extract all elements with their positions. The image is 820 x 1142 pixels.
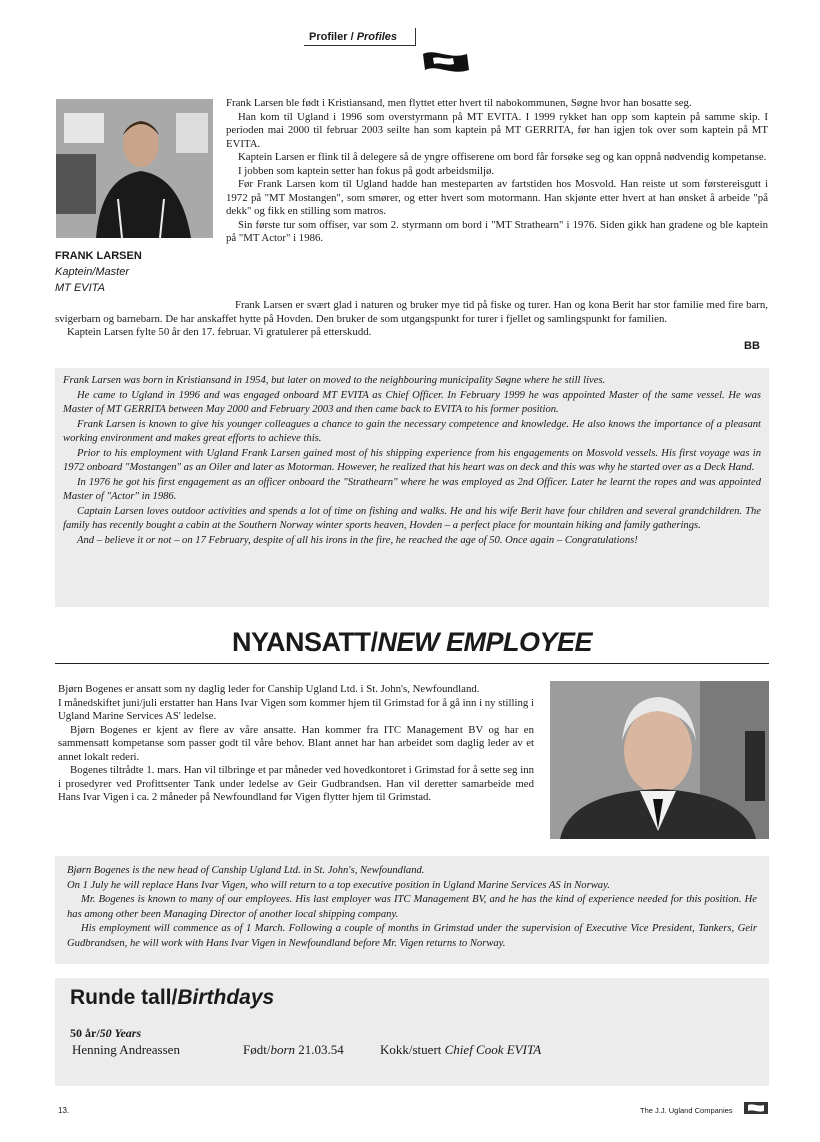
paragraph: Bjørn Bogenes is the new head of Canship Ugland Ltd. in St. John's, Newfoundland. — [67, 865, 425, 876]
paragraph: Mr. Bogenes is known to many of our employees. His last employer was ITC Management BV, and he has the kind of experience needed for this position. He has among other been Managing Director of another local shipping company. — [67, 894, 757, 920]
paragraph: Bjørn Bogenes er kjent av flere av våre ansatte. Han kommer fra ITC Management BV og har en sammensatt kompetanse som passer godt til våre behov. Blant annet har han arbeidet som daglig leder av et annet lokalt rederi. — [58, 723, 534, 763]
paragraph: Frank Larsen er svært glad i naturen og bruker mye tid på fiske og turer. Han og kona Berit har stor familie med fire barn, svigerbarn og barnebarn. De har anskaffet hytte på Hovden. Den bruker de som utgangspunkt for turer i fjellet og samlingspunkt for familien. — [55, 299, 768, 325]
section-header — [304, 28, 416, 46]
paragraph: Sin første tur som offiser, var som 2. styrmann om bord i "MT Strathearn" i 1976. Siden gikk han gradene og ble kaptein på "MT Actor" i 1986. — [226, 218, 768, 244]
flag-logo-icon — [415, 46, 475, 76]
paragraph: I jobben som kaptein setter han fokus på godt arbeidsmiljø. — [238, 164, 495, 177]
bjorn-english-box — [55, 856, 769, 964]
paragraph: Frank Larsen is known to give his younger colleagues a chance to gain the necessary competence and knowledge. He also knows the importance of a pleasant working environment and makes great efforts to achieve this. — [63, 418, 761, 444]
frank-caption — [55, 248, 205, 296]
paragraph: I månedskiftet juni/juli erstatter han Hans Ivar Vigen som kommer hjem til Grimstad for å gå inn i ny stilling i Ugland Marine Services AS' ledelse. — [58, 696, 534, 722]
caption-role: Kaptein/Master — [55, 266, 129, 278]
birthday-position: Kokk/stuert Chief Cook EVITA — [380, 1042, 542, 1057]
frank-english-box — [55, 368, 769, 607]
author-signature: BB — [744, 340, 760, 352]
birthdays-box — [55, 978, 769, 1086]
birthday-date: Født/born 21.03.54 — [243, 1042, 344, 1057]
paragraph: Kaptein Larsen er flink til å delegere så de yngre offiserene om bord får forsøke seg og kan oppnå nødvendig kompetanse. — [238, 151, 767, 163]
company-flag-icon — [744, 1102, 768, 1114]
headline-no: NYANSATT/ — [231, 627, 378, 657]
frank-norwegian-text-full — [55, 299, 768, 340]
caption-name: FRANK LARSEN — [55, 250, 142, 262]
paragraph: On 1 July he will replace Hans Ivar Vigen, who will return to a top executive position in Ugland Marine Services AS in Norway. — [67, 879, 610, 891]
page-number: 13. — [58, 1106, 70, 1115]
paragraph: Kaptein Larsen fylte 50 år den 17. februar. Vi gratulerer på etterskudd. — [67, 326, 372, 338]
paragraph: He came to Ugland in 1996 and was engaged onboard MT EVITA as Chief Officer. In February 1999 he was appointed Master of the same vessel. He was Master of MT GERRITA between May 2000 and February 2003 and then came back to EVITA to his former position. — [63, 389, 761, 415]
birthday-name: Henning Andreassen — [72, 1042, 180, 1057]
paragraph: And – believe it or not – on 17 February, despite of all his irons in the fire, he reached the age of 50. Once again – Congratulations! — [77, 534, 638, 546]
caption-vessel: MT EVITA — [55, 282, 105, 294]
paragraph: Han kom til Ugland i 1996 som overstyrmann på MT EVITA. I 1999 rykket han opp som kaptein på samme skip. I perioden mai 2000 til februar 2003 seilte han som kaptein på MT GERRITA, før han igjen tok over som kaptein på MT EVITA. — [226, 110, 768, 150]
birthday-category: 50 år/50 Years — [70, 1026, 142, 1040]
paragraph: Før Frank Larsen kom til Ugland hadde han mesteparten av fartstiden hos Mosvold. Han reiste ut som førstereisgutt i 1972 på "MT Mostangen", som smører, og etter hvert som motormann. Han skjønte etter hvert at han ønsket å arbeide "på dekk" og fikk en stilling som matros. — [226, 178, 768, 217]
paragraph: Bogenes tiltrådte 1. mars. Han vil tilbringe et par måneder ved hovedkontoret i Grimstad for å sette seg inn i prosedyrer ved Profittsenter Tank under ledelse av Geir Gudbrandsen. Han vil deretter samarbeide med Hans Ivar Vigen i ca. 2 måneder på Newfoundland før Vigen flytter hjem til Grimstad. — [58, 764, 534, 803]
paragraph: In 1976 he got his first engagement as an officer onboard the "Strathearn" where he was employed as 2nd Officer. Later he learnt the ropes and was appointed Master of "Actor" in 1986. — [63, 476, 761, 502]
paragraph: Bjørn Bogenes er ansatt som ny daglig leder for Canship Ugland Ltd. i St. John's, Newfoundland. — [58, 683, 480, 695]
birthday-entry — [70, 1042, 754, 1060]
frank-larsen-photo — [56, 99, 213, 238]
bjorn-bogenes-photo — [550, 681, 769, 839]
headline-en: NEW EMPLOYEE — [377, 627, 593, 657]
paragraph: Frank Larsen ble født i Kristiansand, men flyttet etter hvert til nabokommunen, Søgne hvor han bosatte seg. — [226, 97, 692, 109]
paragraph: His employment will commence as of 1 March. Following a couple of months in Grimstad under the supervision of Executive Vice President, Tankers, Geir Gudbrandsen, he will work with Hans Ivar Vigen in Newfoundland before Mr. Vigen returns to Norway. — [67, 923, 757, 949]
company-name: The J.J. Ugland Companies — [640, 1106, 733, 1115]
birthdays-title: Runde tall/Birthdays — [70, 986, 275, 1009]
frank-norwegian-text — [226, 97, 768, 246]
bjorn-norwegian-text — [58, 683, 534, 805]
paragraph: Captain Larsen loves outdoor activities and spends a lot of time on fishing and walks. He and his wife Berit have four children and several grandchildren. The family has recently bought a cabin at the Southern Norway winter sports heaven, Hovden – a perfect place for mountain hiking and family gatherings. — [63, 505, 761, 531]
paragraph: Frank Larsen was born in Kristiansand in 1954, but later on moved to the neighbouring municipality Søgne where he still lives. — [63, 375, 606, 386]
paragraph: Prior to his employment with Ugland Frank Larsen gained most of his shipping experience from his engagements on Mosvold vessels. His first voyage was in 1972 onboard "Mostangen" as an Oiler and later as Motorman. However, he realized that his heart was on deck and this was why he started over as a Deck Hand. — [63, 447, 761, 473]
new-employee-headline — [55, 624, 769, 664]
section-label: Profiler / Profiles — [309, 31, 398, 43]
